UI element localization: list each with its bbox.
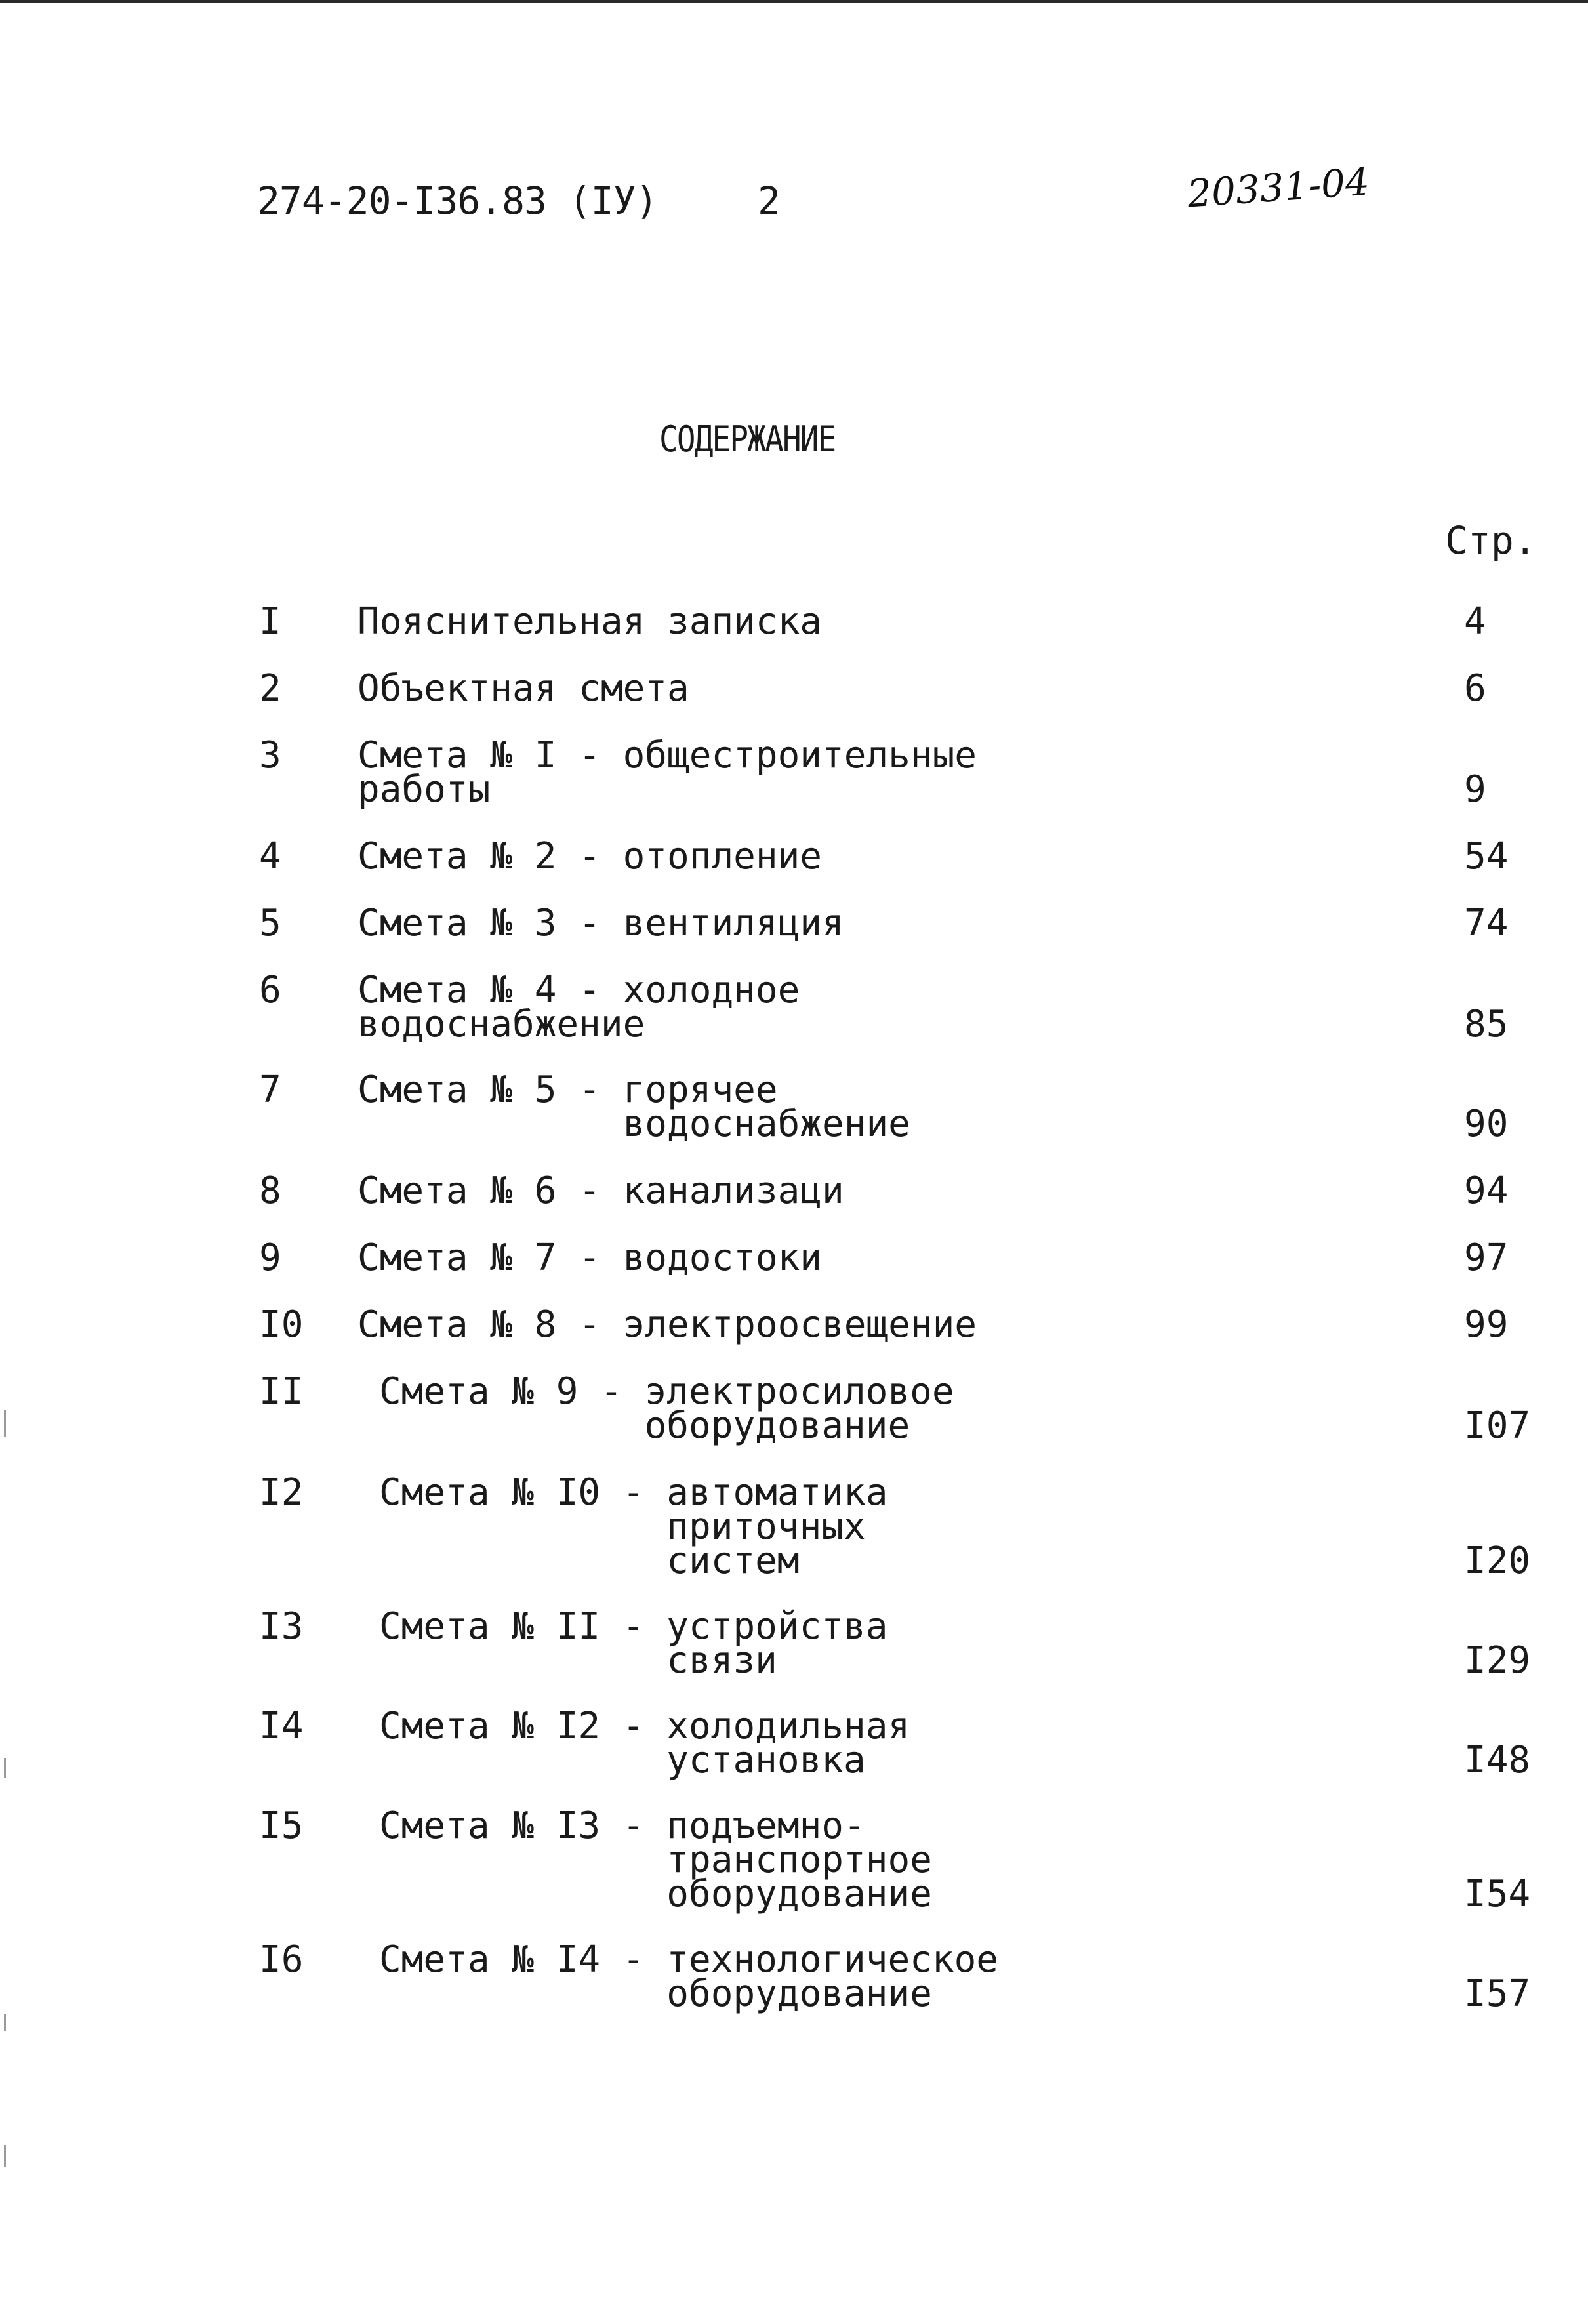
toc-row-title: Смета № 5 - горячее водоснабжение bbox=[357, 1069, 910, 1145]
toc-row-page: 4 bbox=[1464, 600, 1486, 643]
toc-row-title: Смета № 6 - канализаци bbox=[357, 1170, 844, 1212]
toc-row-title: Смета № I3 - подъемно- транспортное оборудование bbox=[379, 1804, 932, 1915]
scan-margin-mark bbox=[4, 2014, 6, 2031]
toc-row-title: Объектная смета bbox=[357, 667, 689, 710]
toc-row-page: 74 bbox=[1464, 902, 1509, 945]
toc-row-page: 54 bbox=[1464, 835, 1509, 878]
scan-margin-mark bbox=[4, 1410, 6, 1437]
toc-row-number: I6 bbox=[259, 1938, 304, 1981]
toc-row-page: I48 bbox=[1464, 1739, 1531, 1782]
toc-row-number: 4 bbox=[259, 835, 281, 878]
toc-row-title: Смета № 2 - отопление bbox=[357, 835, 823, 878]
toc-row-number: I5 bbox=[259, 1804, 304, 1847]
toc-row-page: 90 bbox=[1464, 1103, 1509, 1145]
toc-row-number: I4 bbox=[259, 1705, 304, 1747]
toc-row-number: I0 bbox=[259, 1303, 304, 1346]
toc-row-number: II bbox=[259, 1370, 304, 1413]
toc-row-number: I3 bbox=[259, 1605, 304, 1648]
toc-row-title: Смета № 4 - холодное водоснабжение bbox=[357, 969, 800, 1046]
toc-row-number: 5 bbox=[259, 902, 281, 945]
toc-row-number: 8 bbox=[259, 1170, 281, 1212]
toc-row-number: 7 bbox=[259, 1069, 281, 1111]
toc-row-title: Пояснительная записка bbox=[357, 600, 823, 643]
toc-row-title: Смета № 8 - электроосвещение bbox=[357, 1303, 977, 1346]
toc-row-title: Смета № I0 - автоматика приточных систем bbox=[379, 1471, 888, 1582]
toc-row-title: Смета № 7 - водостоки bbox=[357, 1236, 823, 1279]
toc-row-page: 99 bbox=[1464, 1303, 1509, 1346]
page-column-header: Стр. bbox=[1445, 518, 1537, 563]
toc-row-page: 6 bbox=[1464, 667, 1486, 710]
toc-row-number: 9 bbox=[259, 1236, 281, 1279]
toc-row-page: I29 bbox=[1464, 1639, 1531, 1682]
toc-row-page: 85 bbox=[1464, 1003, 1509, 1046]
scan-margin-mark bbox=[4, 1758, 6, 1778]
toc-row-title: Смета № I - общестроительные работы bbox=[357, 734, 977, 811]
toc-row-page: 94 bbox=[1464, 1170, 1509, 1212]
toc-row-page: I54 bbox=[1464, 1873, 1531, 1915]
toc-row-title: Смета № I2 - холодильная установка bbox=[379, 1705, 910, 1782]
toc-row-title: Смета № 9 - электросиловое оборудование bbox=[379, 1370, 954, 1447]
toc-row-page: 9 bbox=[1464, 768, 1486, 811]
toc-row-title: Смета № I4 - технологическое оборудование bbox=[379, 1938, 999, 2015]
toc-row-number: I bbox=[259, 600, 281, 643]
toc-row-number: 3 bbox=[259, 734, 281, 777]
toc-row-number: 2 bbox=[259, 667, 281, 710]
scan-margin-mark bbox=[4, 2145, 6, 2167]
contents-title: СОДЕРЖАНИЕ bbox=[659, 418, 836, 460]
toc-row-page: I07 bbox=[1464, 1404, 1531, 1447]
toc-row-title: Смета № 3 - вентиляция bbox=[357, 902, 844, 945]
toc-row-page: 97 bbox=[1464, 1236, 1509, 1279]
handwritten-archive-number: 20331-04 bbox=[1185, 159, 1371, 216]
toc-row-page: I20 bbox=[1464, 1539, 1531, 1582]
toc-row-number: 6 bbox=[259, 969, 281, 1011]
page-number: 2 bbox=[758, 178, 781, 223]
toc-row-title: Смета № II - устройства связи bbox=[379, 1605, 888, 1682]
toc-row-page: I57 bbox=[1464, 1972, 1531, 2015]
toc-row-number: I2 bbox=[259, 1471, 304, 1514]
document-code: 274-20-I36.83 (IУ) bbox=[257, 178, 658, 223]
